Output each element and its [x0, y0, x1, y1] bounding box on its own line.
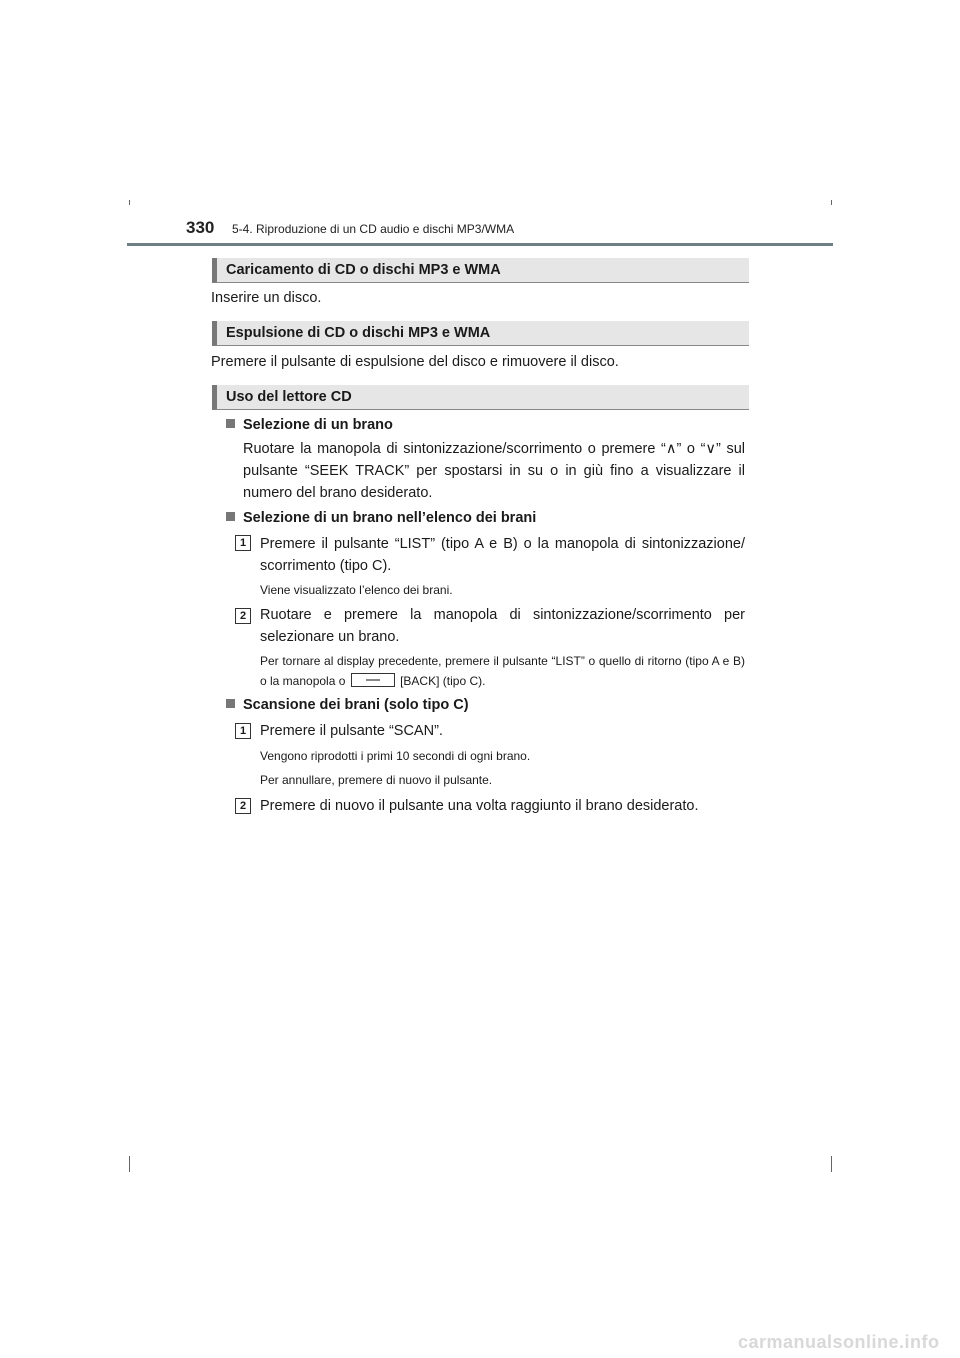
- scan-step1-text: Premere il pulsante “SCAN”.: [260, 723, 443, 739]
- section-heading-eject-text: Espulsione di CD o dischi MP3 e WMA: [226, 325, 491, 341]
- square-bullet-icon: [226, 699, 235, 708]
- page-number: 330: [186, 218, 215, 237]
- list-step2-note-part1: Per tornare al display precedente, premere il pulsante “LIST” o quello di ritorno (tipo A e B) o la manopola o: [260, 654, 745, 688]
- subheading-track-select-text: Selezione di un brano: [243, 417, 393, 433]
- list-step1-note: Viene visualizzato l’elenco dei brani.: [260, 583, 453, 597]
- subheading-track-select: [226, 417, 393, 433]
- scan-step2-text: Premere di nuovo il pulsante una volta raggiunto il brano desiderato.: [260, 798, 699, 814]
- subheading-scan: [226, 697, 469, 713]
- scan-step1-note2: Per annullare, premere di nuovo il pulsante.: [260, 773, 493, 787]
- running-header-title: 5-4. Riproduzione di un CD audio e dischi MP3/WMA: [232, 222, 515, 236]
- list-step1-text: Premere il pulsante “LIST” (tipo A e B) o la manopola di sintonizzazione/ scorrimento (tipo C).: [260, 536, 745, 574]
- crop-mark-bottom-left: [129, 1156, 130, 1172]
- crop-mark-top-left: [129, 200, 130, 205]
- step-number-box: 2: [235, 798, 251, 814]
- list-step2-note-part2: [BACK] (tipo C).: [400, 674, 486, 688]
- load-instruction: Inserire un disco.: [211, 290, 322, 306]
- subheading-list-select-text: Selezione di un brano nell’elenco dei brani: [243, 510, 537, 526]
- crop-mark-top-right: [831, 200, 832, 205]
- eject-instruction: Premere il pulsante di espulsione del disco e rimuovere il disco.: [211, 354, 619, 370]
- square-bullet-icon: [226, 512, 235, 521]
- crop-mark-bottom-right: [831, 1156, 832, 1172]
- back-button-icon: [351, 673, 395, 687]
- step-number-box: 1: [235, 535, 251, 551]
- step-number-box: 1: [235, 723, 251, 739]
- scan-step1-note1: Vengono riprodotti i primi 10 secondi di ogni brano.: [260, 749, 531, 763]
- section-heading-player: [212, 385, 749, 410]
- section-heading-load-text: Caricamento di CD o dischi MP3 e WMA: [226, 262, 501, 278]
- header-rule: [127, 243, 833, 246]
- subheading-list-select: [226, 510, 536, 526]
- watermark-logo: carmanualsonline.info: [738, 1332, 940, 1352]
- list-step2-note: [260, 651, 745, 691]
- track-select-text: Ruotare la manopola di sintonizzazione/scorrimento o premere “∧” o “∨” sul pulsante “SEEK TRACK” per spostarsi in su o in giù fino a visualizzare il numero del brano desiderato.: [243, 441, 745, 501]
- subheading-scan-text: Scansione dei brani (solo tipo C): [243, 697, 469, 713]
- list-step2-text: Ruotare e premere la manopola di sintonizzazione/scorrimento per selezionare un brano.: [260, 607, 745, 645]
- section-heading-load: [212, 258, 749, 283]
- step-number-box: 2: [235, 608, 251, 624]
- section-heading-player-text: Uso del lettore CD: [226, 389, 352, 405]
- square-bullet-icon: [226, 419, 235, 428]
- section-heading-eject: [212, 321, 749, 346]
